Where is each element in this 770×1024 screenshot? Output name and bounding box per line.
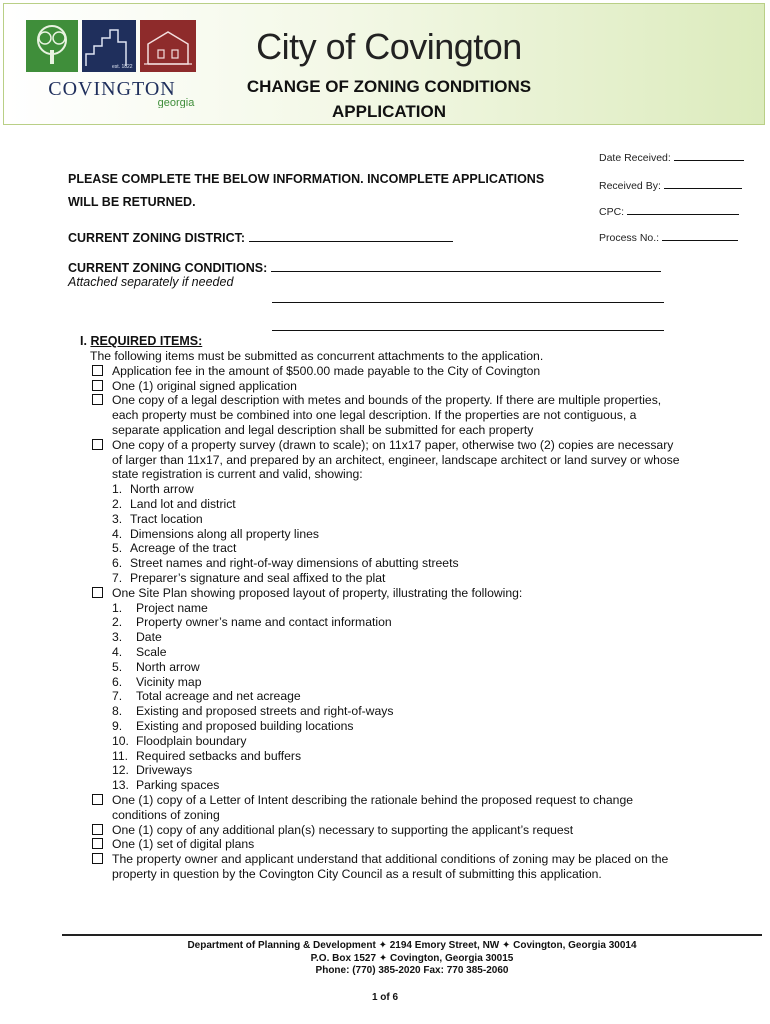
current-zoning-conditions-label: CURRENT ZONING CONDITIONS: — [68, 261, 268, 275]
list-item: 9. Existing and proposed building locations — [112, 718, 354, 733]
checklist-item-text: One (1) copy of a Letter of Intent describing the rationale behind the proposed request to change conditions of zoning — [112, 792, 634, 822]
list-item: 6. Street names and right-of-way dimensions of abutting streets — [112, 556, 459, 571]
list-item: 5. North arrow — [112, 659, 200, 674]
list-item: 4. Dimensions along all property lines — [112, 526, 320, 541]
current-zoning-conditions-blank[interactable] — [271, 260, 661, 272]
list-item: 3. Tract location — [112, 511, 203, 526]
required-items-list — [90, 349, 680, 882]
process-no-field[interactable] — [599, 230, 738, 244]
checklist-item-text: One (1) copy of any additional plan(s) necessary to supporting the applicant’s request — [112, 822, 574, 837]
current-zoning-district-blank[interactable] — [249, 230, 453, 242]
process-no-blank[interactable] — [662, 230, 738, 241]
footer-address-line: Department of Planning & Development ✦ 2194 Emory Street, NW ✦ Covington, Georgia 30014 — [187, 940, 637, 951]
checkbox[interactable] — [92, 587, 103, 598]
checklist-item-text: One copy of a property survey (drawn to scale); on 11x17 paper, otherwise two (2) copies are necessary of larger than 11x17, and prepared by an architect, engineer, landscape architect or land survey or whose state registration is current and valid, showing: — [112, 437, 680, 482]
checklist-item[interactable] — [90, 837, 680, 852]
logo-subword: georgia — [157, 97, 195, 108]
checkbox[interactable] — [92, 380, 103, 391]
subtitle-line-1: CHANGE OF ZONING CONDITIONS — [246, 77, 532, 96]
checklist-item-text: One (1) original signed application — [112, 378, 297, 393]
process-no-label: Process No.: — [599, 232, 660, 244]
received-by-field[interactable] — [599, 178, 742, 192]
checkbox[interactable] — [92, 439, 103, 450]
checklist-item[interactable] — [90, 852, 680, 882]
section-heading — [80, 334, 202, 348]
checkbox[interactable] — [92, 794, 103, 805]
cpc-field[interactable] — [599, 204, 739, 218]
notice-line-1: PLEASE COMPLETE THE BELOW INFORMATION. INCOMPLETE APPLICATIONS — [68, 172, 545, 186]
list-item: 6. Vicinity map — [112, 674, 202, 689]
checklist-item-text: Application fee in the amount of $500.00 made payable to the City of Covington — [112, 363, 541, 378]
current-zoning-district-field[interactable] — [68, 230, 453, 245]
header-banner — [3, 3, 765, 125]
footer-contact — [62, 940, 762, 978]
zoning-conditions-line-3[interactable] — [272, 330, 664, 331]
page-title: City of Covington — [256, 26, 522, 67]
current-zoning-conditions-field[interactable] — [68, 260, 661, 275]
list-item: 8. Existing and proposed streets and right-of-ways — [112, 704, 394, 719]
subtitle-line-2: APPLICATION — [332, 102, 446, 121]
received-by-blank[interactable] — [664, 178, 742, 189]
checkbox[interactable] — [92, 824, 103, 835]
list-item: 10. Floodplain boundary — [112, 733, 247, 748]
section-intro: The following items must be submitted as concurrent attachments to the application. — [90, 349, 544, 363]
logo-wordmark: COVINGTON — [48, 78, 176, 100]
checklist-item[interactable] — [90, 823, 680, 838]
list-item: 7. Preparer’s signature and seal affixed to the plat — [112, 570, 386, 585]
svg-text:est. 1822: est. 1822 — [112, 64, 133, 70]
date-received-blank[interactable] — [674, 150, 744, 161]
checklist-item[interactable] — [90, 438, 680, 482]
list-item: 12. Driveways — [112, 763, 193, 778]
list-item: 11. Required setbacks and buffers — [112, 748, 302, 763]
list-item: 1. North arrow — [112, 482, 194, 497]
zoning-conditions-line-2[interactable] — [272, 302, 664, 303]
checklist-item[interactable] — [90, 364, 680, 379]
list-item: 3. Date — [112, 630, 162, 645]
list-item: 7. Total acreage and net acreage — [112, 689, 301, 704]
list-item: 4. Scale — [112, 644, 167, 659]
footer-divider — [62, 934, 762, 936]
cpc-label: CPC: — [599, 206, 625, 218]
checklist-item[interactable] — [90, 793, 680, 823]
footer-phone-line: Phone: (770) 385-2020 Fax: 770 385-2060 — [315, 965, 509, 976]
checklist-item[interactable] — [90, 393, 680, 437]
footer-po-box-line: P.O. Box 1527 ✦ Covington, Georgia 30015 — [310, 952, 514, 964]
list-item: 5. Acreage of the tract — [112, 541, 237, 556]
cpc-blank[interactable] — [627, 204, 739, 215]
checkbox[interactable] — [92, 394, 103, 405]
list-item: 2. Land lot and district — [112, 496, 236, 511]
form-subtitle — [224, 74, 554, 124]
date-received-field[interactable] — [599, 150, 744, 164]
checkbox[interactable] — [92, 838, 103, 849]
checklist-item-text: The property owner and applicant understand that additional conditions of zoning may be placed on the property in question by the Covington City Council as a result of submitting this application. — [112, 852, 669, 881]
checklist-item[interactable] — [90, 379, 680, 394]
notice-line-2: WILL BE RETURNED. — [68, 195, 196, 209]
list-item: 2. Property owner’s name and contact information — [112, 615, 392, 630]
checklist-item[interactable] — [90, 586, 680, 601]
checkbox[interactable] — [92, 365, 103, 376]
list-item: 1. Project name — [112, 600, 208, 615]
city-logo — [26, 20, 198, 108]
received-by-label: Received By: — [599, 180, 661, 192]
checklist-item-text: One copy of a legal description with metes and bounds of the property. If there are multiple properties, each property must be combined into one legal description. If the properties are not contiguous, a separate application and legal description shall be submitted for each property — [112, 393, 662, 437]
attached-note: Attached separately if needed — [68, 275, 234, 289]
page-number: 1 of 6 — [371, 992, 399, 1003]
instructions-notice — [68, 168, 544, 214]
section-number: I. — [80, 334, 87, 348]
current-zoning-district-label: CURRENT ZONING DISTRICT: — [68, 231, 246, 245]
section-title: REQUIRED ITEMS: — [90, 334, 203, 348]
checklist-item-text: One (1) set of digital plans — [112, 837, 255, 852]
checklist-item-text: One Site Plan showing proposed layout of property, illustrating the following: — [112, 585, 523, 600]
date-received-label: Date Received: — [599, 152, 671, 164]
list-item: 13. Parking spaces — [112, 778, 220, 793]
checkbox[interactable] — [92, 853, 103, 864]
